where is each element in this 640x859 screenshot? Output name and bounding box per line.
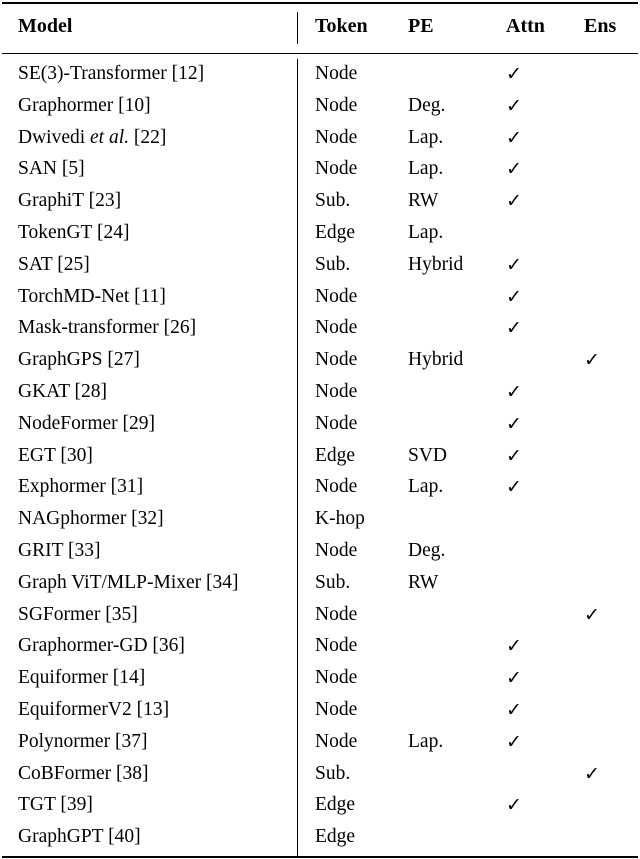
pe-cell: RW <box>408 190 439 212</box>
attn-check-icon: ✓ <box>506 94 522 117</box>
token-cell: Node <box>315 158 358 180</box>
header-token: Token <box>315 15 368 37</box>
token-cell: Node <box>315 349 358 371</box>
token-cell: Node <box>315 63 358 84</box>
pe-cell: RW <box>408 571 439 593</box>
model-cell: EquiformerV2 [13] <box>18 699 170 720</box>
model-cell: Mask-transformer [26] <box>18 317 197 339</box>
header-model: Model <box>18 15 73 37</box>
attn-check-icon: ✓ <box>506 126 522 149</box>
header-attn: Attn <box>506 15 545 37</box>
ens-check-icon: ✓ <box>584 603 600 626</box>
table-row <box>0 286 640 318</box>
token-cell: Node <box>315 126 358 148</box>
attn-check-icon: ✓ <box>506 190 522 213</box>
token-cell: Node <box>315 94 358 116</box>
attn-check-icon: ✓ <box>506 317 522 340</box>
model-cell: GraphiT [23] <box>18 190 122 212</box>
model-citation: [22] <box>129 126 167 148</box>
table-row <box>0 127 640 159</box>
model-cell: SGFormer [35] <box>18 603 138 625</box>
pe-cell: Hybrid <box>408 349 464 371</box>
token-cell: Sub. <box>315 762 351 784</box>
table-row <box>0 349 640 381</box>
table-row <box>0 413 640 445</box>
model-cell: NodeFormer [29] <box>18 412 156 434</box>
model-cell: EGT [30] <box>18 444 93 466</box>
bottom-rule <box>2 856 638 858</box>
token-cell: Node <box>315 476 358 498</box>
model-cell: Graphormer [10] <box>18 94 151 116</box>
table-row <box>0 222 640 254</box>
table-row <box>0 540 640 572</box>
model-cell: TokenGT [24] <box>18 222 130 243</box>
token-cell: Sub. <box>315 571 351 593</box>
token-cell: Sub. <box>315 190 351 212</box>
header-rule <box>2 53 638 54</box>
pe-cell: Lap. <box>408 126 444 148</box>
model-cell: SE(3)-Transformer [12] <box>18 63 205 84</box>
attn-check-icon: ✓ <box>506 63 522 85</box>
token-cell: Edge <box>315 794 356 816</box>
model-cell: SAT [25] <box>18 253 90 275</box>
attn-check-icon: ✓ <box>506 794 522 817</box>
attn-check-icon: ✓ <box>506 667 522 690</box>
model-cell: TorchMD-Net [11] <box>18 285 166 307</box>
table-row <box>0 95 640 127</box>
token-cell: Node <box>315 667 358 689</box>
model-cell: NAGphormer [32] <box>18 508 164 530</box>
model-cell: SAN [5] <box>18 158 85 180</box>
attn-check-icon: ✓ <box>506 381 522 403</box>
token-cell: Edge <box>315 826 356 848</box>
model-etal: et al. <box>90 126 130 148</box>
table-row <box>0 508 640 540</box>
attn-check-icon: ✓ <box>506 730 522 753</box>
table-row <box>0 794 640 826</box>
table-row <box>0 445 640 477</box>
token-cell: K-hop <box>315 508 365 530</box>
attn-check-icon: ✓ <box>506 444 522 467</box>
attn-check-icon: ✓ <box>506 158 522 181</box>
model-cell: GraphGPT [40] <box>18 826 141 848</box>
table-row <box>0 667 640 699</box>
table-row <box>0 763 640 795</box>
token-cell: Node <box>315 699 358 720</box>
model-cell <box>18 127 166 149</box>
token-cell: Node <box>315 381 358 402</box>
attn-check-icon: ✓ <box>506 412 522 435</box>
pe-cell: Lap. <box>408 730 444 752</box>
table-row <box>0 572 640 604</box>
attn-check-icon: ✓ <box>506 285 522 308</box>
pe-cell: Lap. <box>408 222 444 243</box>
table-row <box>0 476 640 508</box>
table-header <box>0 2 640 53</box>
table-row <box>0 63 640 95</box>
table-row <box>0 317 640 349</box>
token-cell: Node <box>315 317 358 339</box>
table-row <box>0 826 640 858</box>
token-cell: Node <box>315 603 358 625</box>
model-cell: Exphormer [31] <box>18 476 144 498</box>
token-cell: Node <box>315 285 358 307</box>
model-name: Dwivedi <box>18 126 91 148</box>
attn-check-icon: ✓ <box>506 635 522 658</box>
model-cell: GRIT [33] <box>18 540 101 561</box>
model-cell: GraphGPS [27] <box>18 349 140 371</box>
token-cell: Node <box>315 412 358 434</box>
token-cell: Node <box>315 540 358 561</box>
table-row <box>0 635 640 667</box>
table-row <box>0 381 640 413</box>
token-cell: Edge <box>315 444 356 466</box>
attn-check-icon: ✓ <box>506 476 522 499</box>
table-row <box>0 731 640 763</box>
pe-cell: Lap. <box>408 476 444 498</box>
table-row <box>0 158 640 190</box>
pe-cell: Hybrid <box>408 253 464 275</box>
table-row <box>0 190 640 222</box>
header-ens: Ens <box>584 15 617 37</box>
model-cell: CoBFormer [38] <box>18 762 149 784</box>
model-cell: Polynormer [37] <box>18 730 148 752</box>
model-cell: GKAT [28] <box>18 381 108 402</box>
model-cell: TGT [39] <box>18 794 93 816</box>
table-row <box>0 604 640 636</box>
ens-check-icon: ✓ <box>584 349 600 372</box>
table-row <box>0 699 640 731</box>
pe-cell: Lap. <box>408 158 444 180</box>
model-cell: Equiformer [14] <box>18 667 146 689</box>
attn-check-icon: ✓ <box>506 699 522 721</box>
model-cell: Graphormer-GD [36] <box>18 635 185 657</box>
attn-check-icon: ✓ <box>506 253 522 276</box>
token-cell: Sub. <box>315 253 351 275</box>
token-cell: Node <box>315 635 358 657</box>
pe-cell: Deg. <box>408 540 446 561</box>
header-pe: PE <box>408 15 434 37</box>
table-row <box>0 254 640 286</box>
token-cell: Edge <box>315 222 356 243</box>
token-cell: Node <box>315 730 358 752</box>
pe-cell: Deg. <box>408 94 446 116</box>
column-divider-header <box>297 12 298 44</box>
pe-cell: SVD <box>408 444 448 466</box>
model-cell: Graph ViT/MLP-Mixer [34] <box>18 571 239 593</box>
ens-check-icon: ✓ <box>584 762 600 785</box>
